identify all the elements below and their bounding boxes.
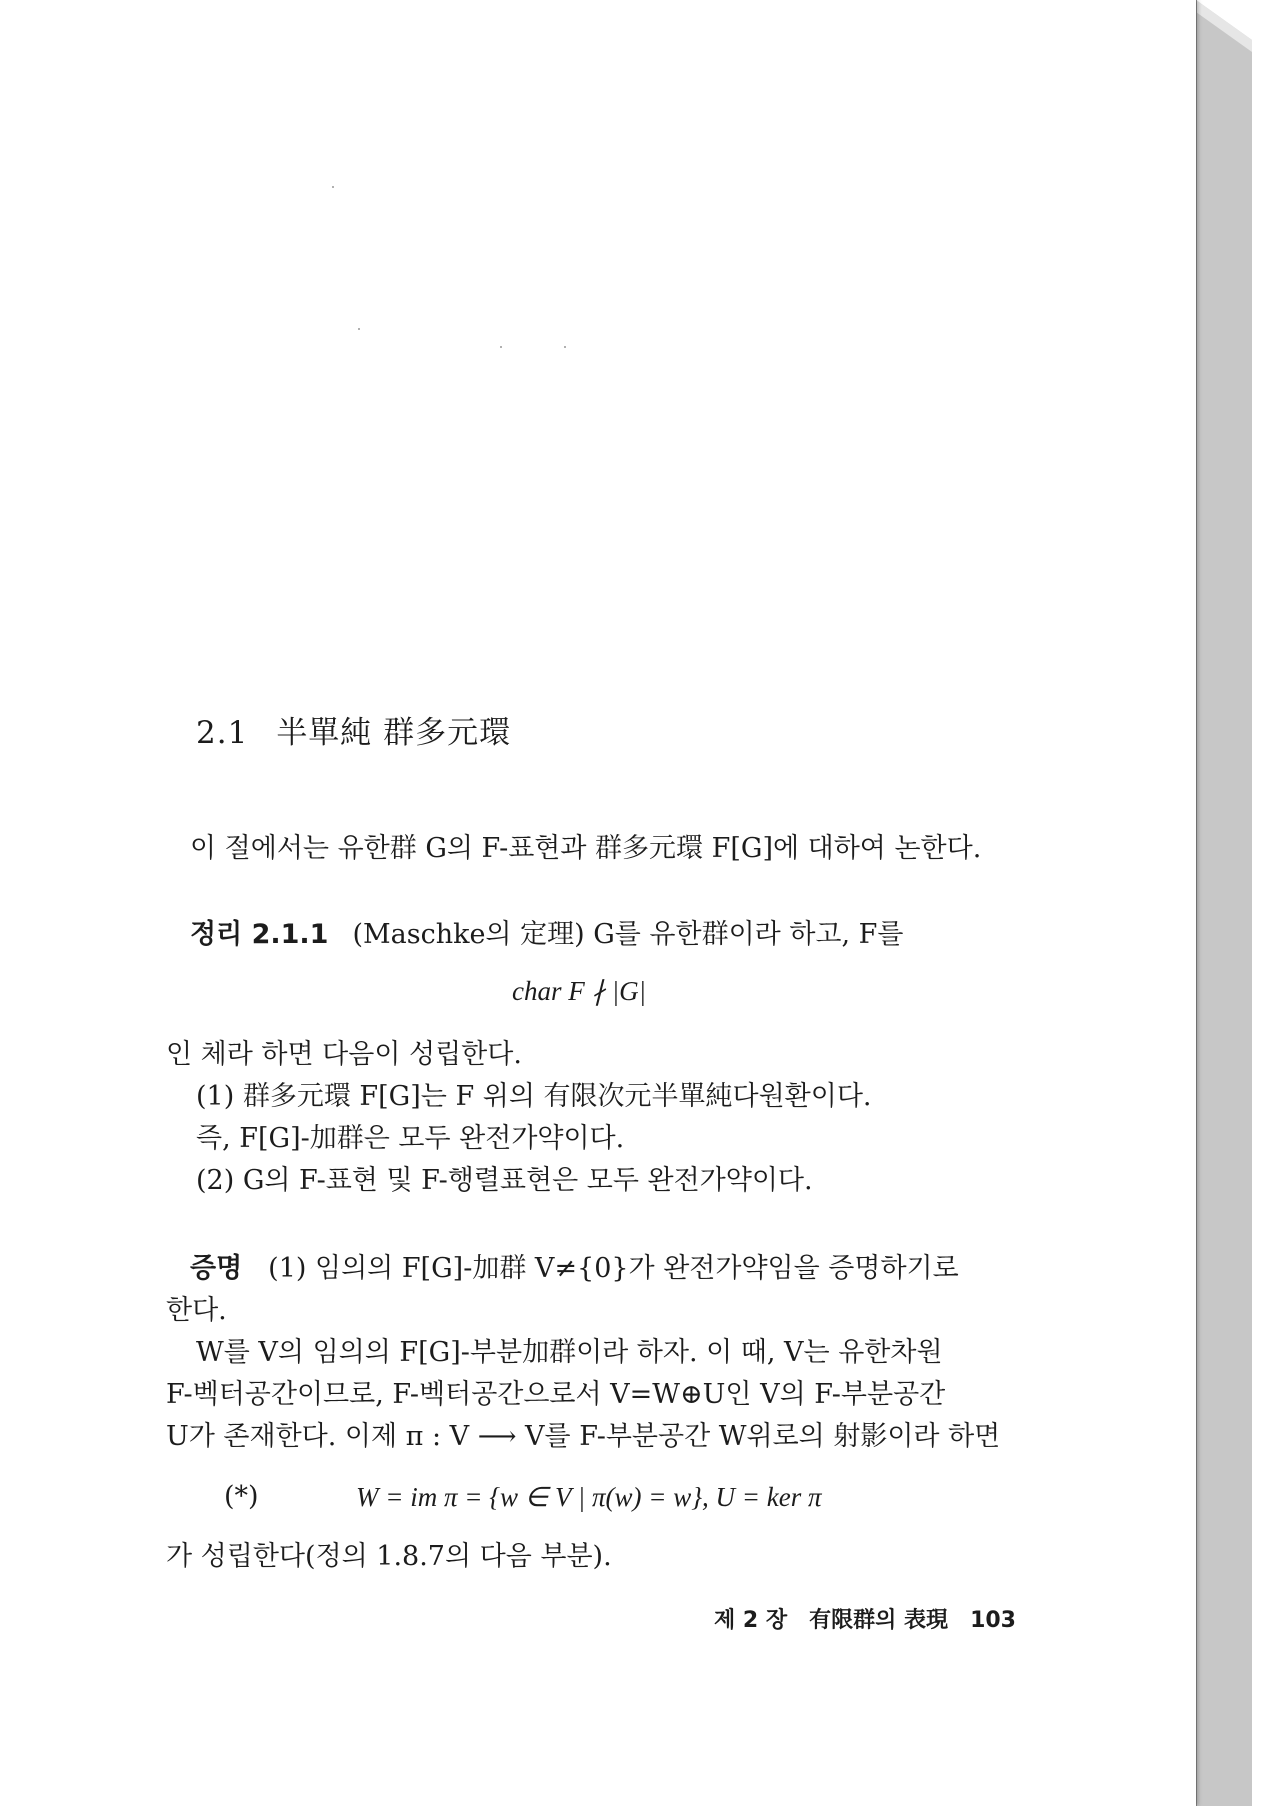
footer-chapter: 제 2 장 — [714, 1608, 788, 1633]
running-footer — [714, 1604, 1016, 1638]
proof-line-3: W를 V의 임의의 F[G]-부분加群이라 하자. 이 때, V는 유한차원 — [196, 1337, 943, 1368]
proof-line-1 — [190, 1252, 959, 1286]
scan-speck — [358, 328, 360, 330]
theorem-item-2: (2) G의 F-표현 및 F-행렬표현은 모두 완전가약이다. — [196, 1165, 813, 1196]
theorem-formula: char F ∤ |G| — [512, 976, 647, 1006]
theorem-item-1: (1) 群多元環 F[G]는 F 위의 有限次元半單純다원환이다. — [196, 1081, 872, 1112]
scan-speck — [564, 346, 566, 348]
proof-line-2: 한다. — [166, 1295, 227, 1326]
scan-speck — [332, 186, 334, 188]
section-number: 2.1 — [196, 715, 249, 751]
scan-speck — [500, 346, 502, 348]
theorem-label: 정리 2.1.1 — [190, 919, 329, 950]
intro-paragraph: 이 절에서는 유한群 G의 F-표현과 群多元環 F[G]에 대하여 논한다. — [190, 833, 982, 864]
equation-body: W = im π = {w ∈ V | π(w) = w}, U = ker π — [356, 1482, 822, 1512]
equation-tag: (*) — [224, 1481, 259, 1512]
theorem-heading — [190, 918, 904, 952]
footer-chapter-title: 有限群의 表現 — [809, 1608, 949, 1633]
section-heading — [196, 716, 511, 750]
theorem-condition: 인 체라 하면 다음이 성립한다. — [166, 1039, 522, 1070]
proof-line-6: 가 성립한다(정의 1.8.7의 다음 부분). — [166, 1541, 612, 1572]
section-title: 半單純 群多元環 — [276, 715, 512, 751]
proof-label: 증명 — [190, 1253, 243, 1284]
page-number: 103 — [970, 1608, 1016, 1633]
theorem-statement: (Maschke의 定理) G를 유한群이라 하고, F를 — [352, 919, 904, 950]
proof-text-1: (1) 임의의 F[G]-加群 V≠{0}가 완전가약임을 증명하기로 — [268, 1253, 959, 1284]
proof-line-5: U가 존재한다. 이제 π : V ⟶ V를 F-부분공간 W위로의 射影이라 하면 — [166, 1421, 1001, 1452]
proof-line-4: F-벡터공간이므로, F-벡터공간으로서 V=W⊕U인 V의 F-부분공간 — [166, 1379, 946, 1410]
theorem-item-1-corollary: 즉, F[G]-加群은 모두 완전가약이다. — [196, 1123, 625, 1154]
